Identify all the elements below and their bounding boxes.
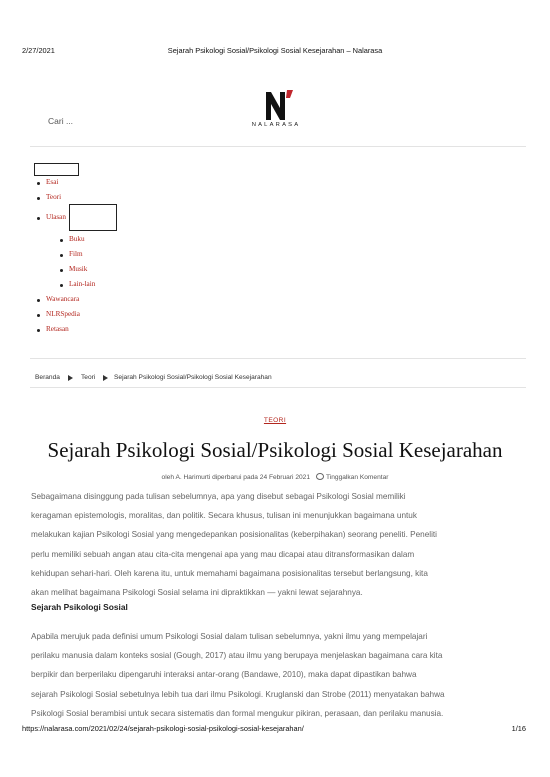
article-author-date: oleh A. Harimurti diperbarui pada 24 Februari 2021 [161,474,310,481]
breadcrumb-divider [30,387,526,388]
subnav-item-lain-lain[interactable]: Lain-lain [69,280,96,288]
article-paragraph [31,487,527,602]
nav-divider [30,358,526,359]
article-paragraph [31,627,527,723]
paragraph-line: Sebagaimana disinggung pada tulisan sebelumnya, apa yang disebut sebagai Psikologi Sosial memiliki [31,492,406,501]
print-date: 2/27/2021 [22,46,55,55]
print-title: Sejarah Psikologi Sosial/Psikologi Sosial Kesejarahan – Nalarasa [167,46,383,55]
nav-item-retasan[interactable]: Retasan [46,325,69,333]
paragraph-line: sejarah Psikologi Sosial sebetulnya lebih tua dari ilmu Psikologi. Kruglanski dan Strobe (2011) menyatakan bahwa [31,689,445,699]
subnav-bullet [60,284,63,287]
paragraph-line: Psikologi Sosial berambisi untuk secara sistematis dan formal mengukur pikiran, perasaan, dan perilaku manusia. [31,708,444,718]
subnav-bullet [60,269,63,272]
nav-item-teori[interactable]: Teori [46,193,62,201]
section-heading: Sejarah Psikologi Sosial [31,602,128,612]
subnav-bullet [60,254,63,257]
comment-icon [316,473,324,480]
article-title: Sejarah Psikologi Sosial/Psikologi Sosial Kesejarahan [47,438,503,462]
print-page-number: 1/16 [511,724,526,733]
chevron-right-icon [68,375,73,381]
article-meta [0,473,550,481]
nav-bullet [37,314,40,317]
paragraph-line: perlu memiliki sebuah angan atau cita-cita mengenai apa yang mau dicapai atau ditransformasikan dalam [31,549,415,559]
paragraph-line: Apabila merujuk pada definisi umum Psikologi Sosial dalam tulisan sebelumnya, yakni ilmu yang mempelajari [31,632,428,641]
leave-comment-link[interactable]: Tinggalkan Komentar [326,474,389,481]
chevron-right-icon [103,375,108,381]
article-category-link[interactable]: TEORI [263,417,287,424]
breadcrumb-home[interactable]: Beranda [35,374,60,381]
subnav-item-film[interactable]: Film [69,250,83,258]
paragraph-line: kehidupan sehari-hari. Oleh karena itu, untuk memahami bagaimana posisionalitas tersebut berlangsung, kita [31,568,428,578]
logo-text: NALARASA [251,122,301,128]
header-divider [30,146,526,147]
nav-item-ulasan[interactable]: Ulasan [46,213,66,221]
paragraph-line: akan melihat bagaimana Psikologi Sosial selama ini dipraktikkan — yakni lewat sejarahnya. [31,588,363,598]
breadcrumb-category[interactable]: Teori [81,374,96,381]
nav-item-wawancara[interactable]: Wawancara [46,295,80,303]
menu-toggle-button[interactable] [34,163,79,176]
search-input[interactable]: Cari ... [48,116,74,126]
paragraph-line: melakukan kajian Psikologi Sosial yang mengedepankan posisionalitas (keberpihakan) seorang peneliti. Peneliti [31,530,437,540]
submenu-toggle-button[interactable] [69,204,117,231]
subnav-bullet [60,239,63,242]
paragraph-line: perilaku manusia dalam konteks sosial (Gough, 2017) atau ilmu yang berupaya menjelaskan bagaimana cara kita [31,651,443,661]
paragraph-line: keragaman epistemologis, moralitas, dan politik. Secara khusus, tulisan ini menunjukkan bagaimana untuk [31,511,417,521]
nav-bullet [37,299,40,302]
paragraph-line: berpikir dan berperilaku dipengaruhi interaksi antar-orang (Bandawe, 2010), maka dapat dipastikan bahwa [31,670,417,680]
nav-bullet [37,182,40,185]
nav-bullet [37,329,40,332]
nav-item-esai[interactable]: Esai [46,178,59,186]
subnav-item-buku[interactable]: Buku [69,235,85,243]
breadcrumb-current: Sejarah Psikologi Sosial/Psikologi Sosial Kesejarahan [114,374,272,381]
nav-item-nlrspedia[interactable]: NLRSpedia [46,310,80,318]
nav-bullet [37,217,40,220]
print-url: https://nalarasa.com/2021/02/24/sejarah-psikologi-sosial-psikologi-sosial-kesejarahan/ [22,724,304,733]
nav-bullet [37,197,40,200]
subnav-item-musik[interactable]: Musik [69,265,88,273]
